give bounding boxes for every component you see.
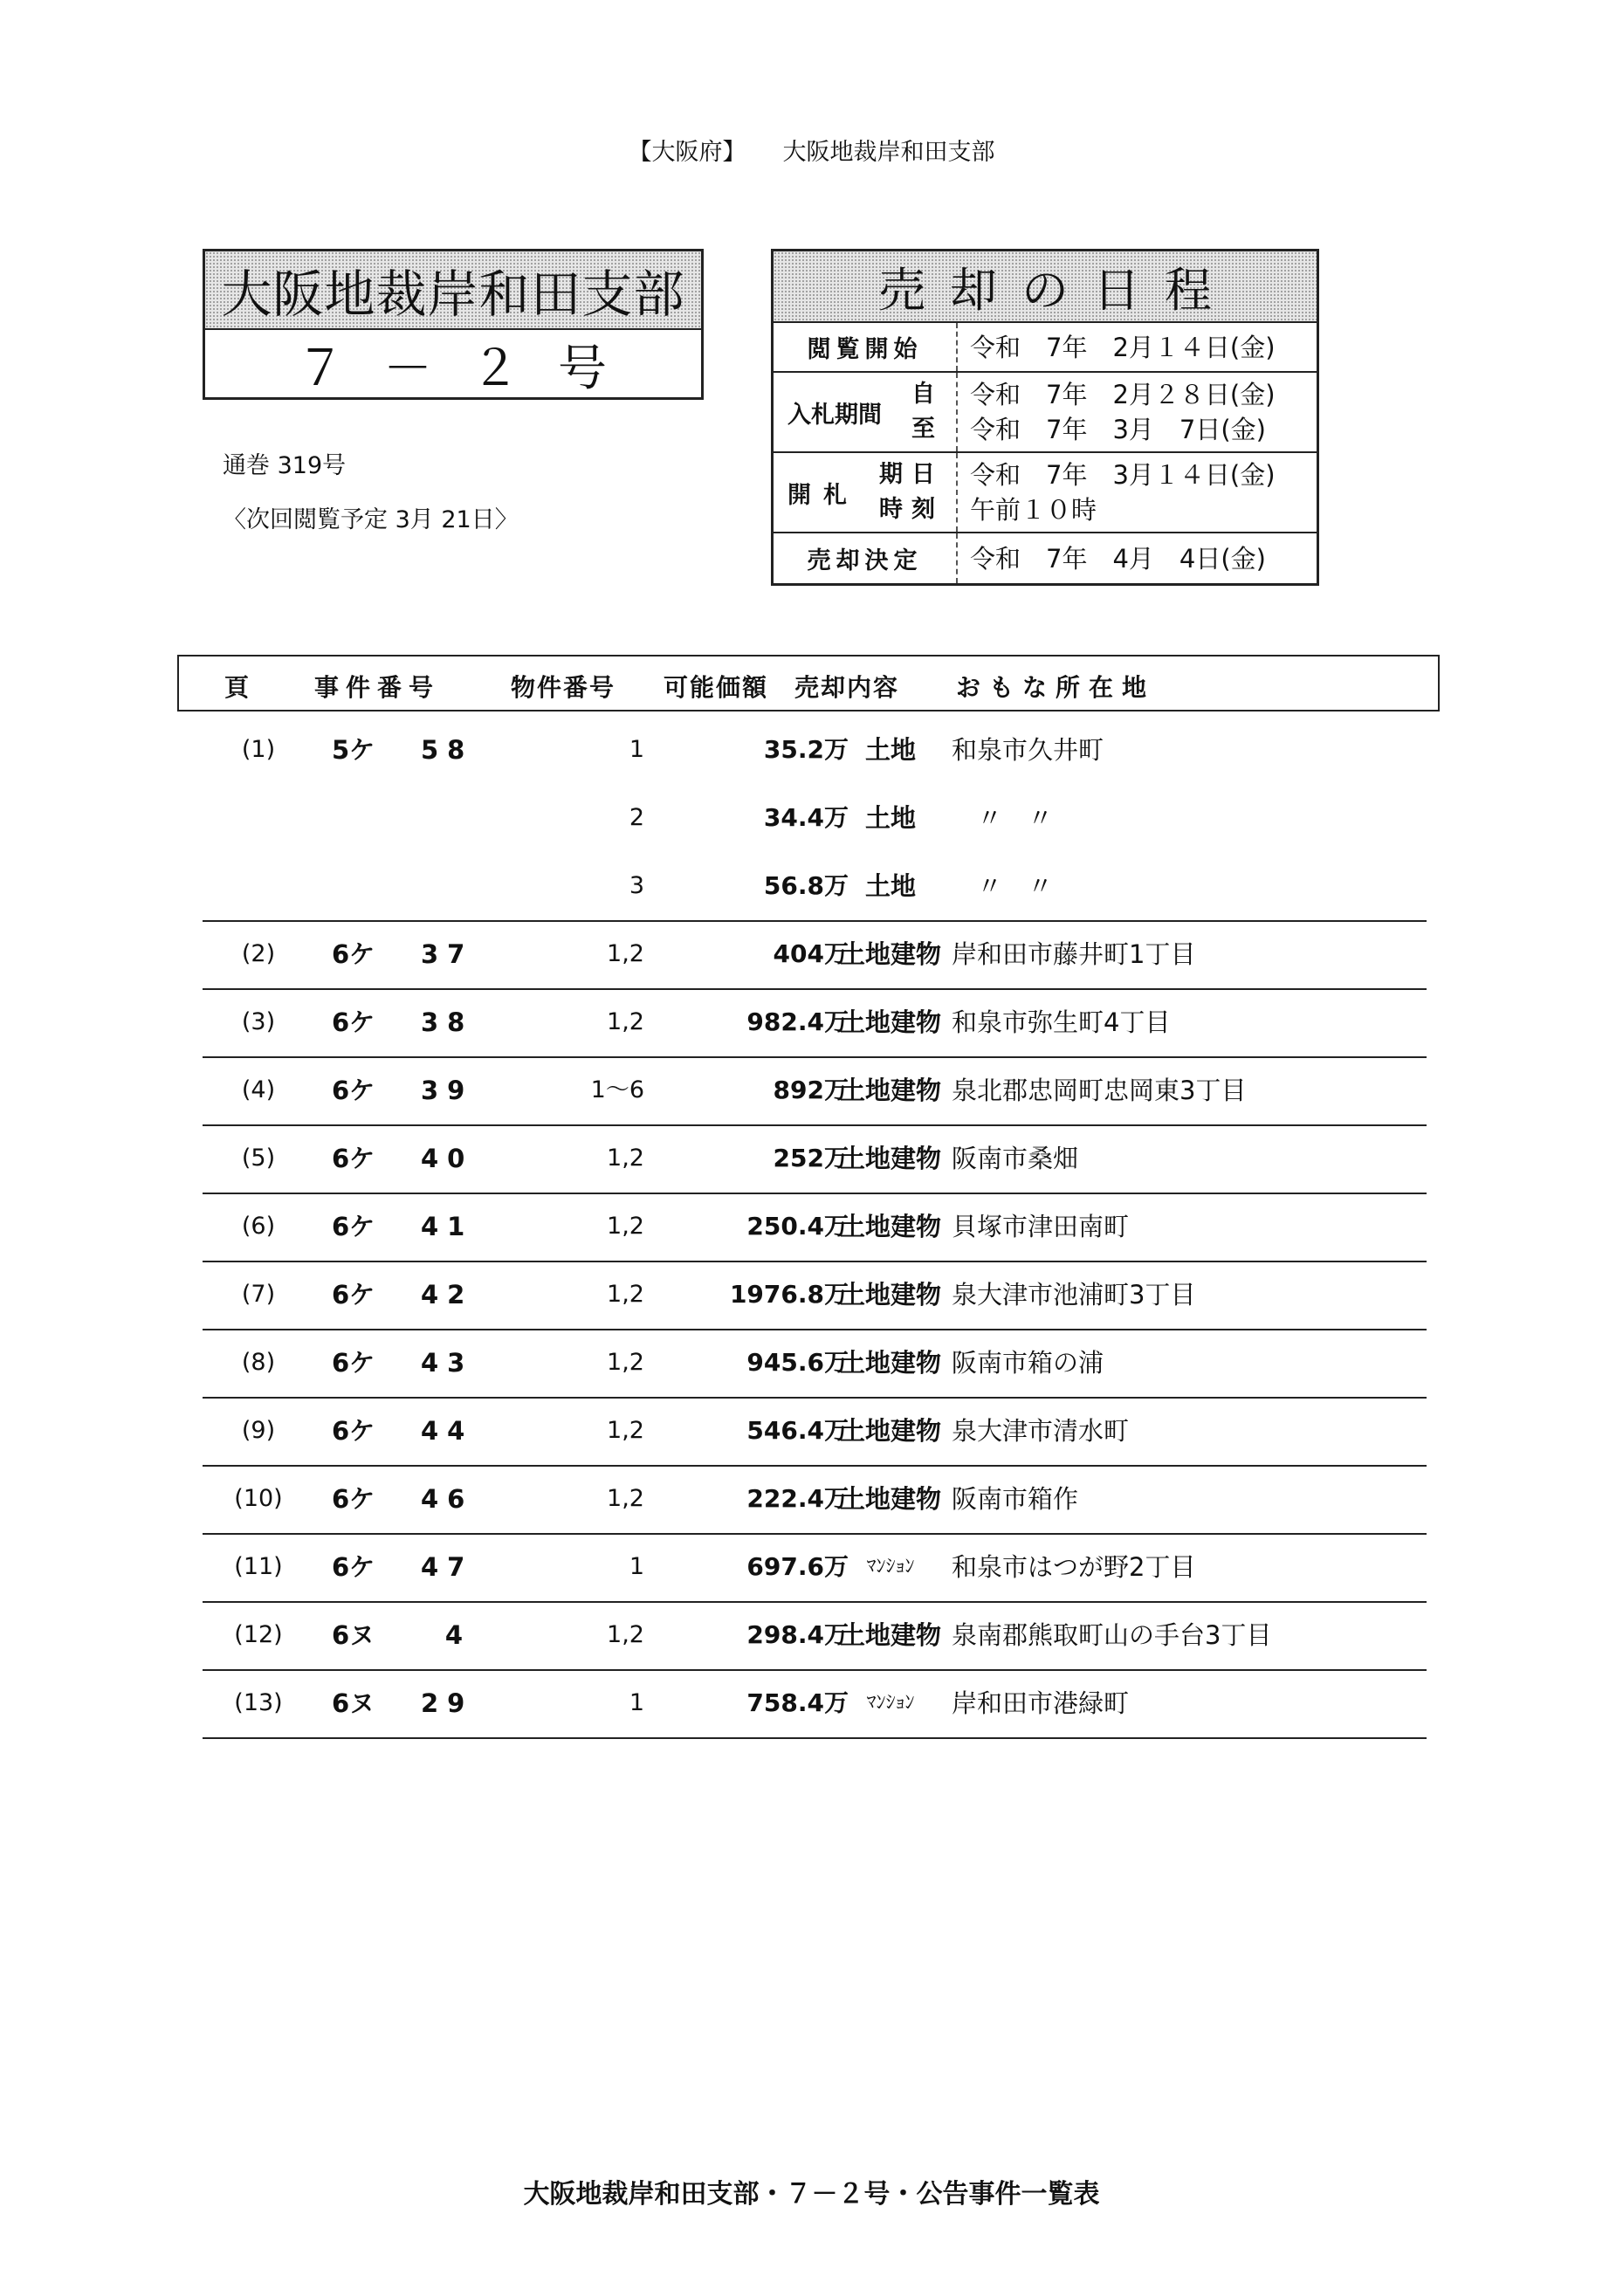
row-sale-content: 土地 xyxy=(864,803,916,833)
row-price: 982.4万 xyxy=(746,1007,849,1036)
row-item-number: 2 xyxy=(629,804,644,831)
schedule-row-decision xyxy=(774,533,1317,583)
table-row xyxy=(203,1261,1427,1330)
row-case-era: 6ヌ xyxy=(332,1688,375,1718)
row-item-number: 1,2 xyxy=(607,940,644,967)
row-item-number: 1,2 xyxy=(607,1145,644,1172)
schedule-row-bidding xyxy=(774,373,1317,453)
header-case-number: 事件番号 xyxy=(314,673,441,702)
row-case-number: 46 xyxy=(421,1484,474,1514)
row-item-number: 1,2 xyxy=(607,1621,644,1648)
row-case-era: 6ケ xyxy=(332,1007,375,1037)
row-sale-content: 土地 xyxy=(864,735,916,765)
row-address: 阪南市箱の浦 xyxy=(952,1348,1104,1378)
issue-title-box xyxy=(203,249,704,400)
row-sale-content: ﾏﾝｼｮﾝ xyxy=(866,1556,915,1578)
row-address: 泉北郡忠岡町忠岡東3丁目 xyxy=(952,1076,1247,1105)
schedule-row-viewing xyxy=(774,323,1317,373)
row-case-era: 6ケ xyxy=(332,939,375,969)
row-case-number xyxy=(421,784,471,852)
row-page xyxy=(232,852,285,920)
row-item-number: 1 xyxy=(629,1553,644,1580)
row-price: 892万 xyxy=(773,1076,849,1104)
opening-date: 令和 7年 3月１４日(金) xyxy=(970,460,1276,490)
row-case-era xyxy=(332,852,384,920)
court-name: 大阪地裁岸和田支部 xyxy=(782,139,995,166)
row-case-number: 43 xyxy=(421,1348,474,1378)
table-row xyxy=(203,988,1427,1058)
row-page xyxy=(232,784,285,852)
row-page: (1) xyxy=(241,736,276,763)
row-address: 和泉市はつが野2丁目 xyxy=(952,1552,1196,1582)
row-address: 貝塚市津田南町 xyxy=(952,1212,1130,1241)
volume-number: 通巻 319号 xyxy=(223,452,347,479)
row-price: 1976.8万 xyxy=(729,1280,849,1309)
row-item-number: 1,2 xyxy=(607,1349,644,1376)
table-row xyxy=(203,920,1427,990)
table-row xyxy=(203,1397,1427,1467)
row-case-era xyxy=(332,784,384,852)
decision-date: 令和 7年 4月 4日(金) xyxy=(970,543,1266,574)
row-price: 758.4万 xyxy=(746,1688,849,1717)
bidding-from-date: 令和 7年 2月２８日(金) xyxy=(970,380,1276,409)
row-case-number: 29 xyxy=(421,1688,474,1718)
row-sale-content: 土地 xyxy=(864,871,916,901)
title-court: 大阪地裁岸和田支部 xyxy=(205,251,701,330)
viewing-label: 閲覧開始 xyxy=(774,323,958,371)
row-sale-content: 土地建物 xyxy=(839,1620,941,1650)
row-price: 56.8万 xyxy=(763,871,849,900)
page-footer: 大阪地裁岸和田支部・７－２号・公告事件一覧表 xyxy=(523,2179,1100,2210)
table-header xyxy=(177,655,1440,711)
row-case-number: 42 xyxy=(421,1280,474,1310)
row-item-number: 1 xyxy=(629,1689,644,1716)
row-page: (10) xyxy=(234,1485,283,1512)
row-sale-content: 土地建物 xyxy=(839,1212,941,1241)
bidding-from-label: 自 xyxy=(911,381,944,408)
row-address: 泉大津市清水町 xyxy=(952,1416,1130,1446)
table-row xyxy=(203,1329,1427,1399)
row-price: 546.4万 xyxy=(746,1416,849,1445)
table-row xyxy=(203,1601,1427,1671)
row-price: 404万 xyxy=(773,939,849,968)
row-sale-content: 土地建物 xyxy=(839,939,941,969)
next-viewing-date: 〈次回閲覧予定 3月 21日〉 xyxy=(223,506,519,533)
title-issue-number: ７－２号 xyxy=(296,340,645,397)
opening-time: 午前１０時 xyxy=(970,495,1097,525)
row-item-number: 1,2 xyxy=(607,1417,644,1444)
row-case-number: 40 xyxy=(421,1144,474,1173)
schedule-title: 売却の日程 xyxy=(774,251,1317,323)
header-price: 可能価額 xyxy=(664,673,769,702)
row-page: (4) xyxy=(241,1076,276,1103)
table-row xyxy=(203,1465,1427,1535)
row-address: 和泉市弥生町4丁目 xyxy=(952,1007,1171,1037)
row-item-number: 1,2 xyxy=(607,1485,644,1512)
row-sale-content: 土地建物 xyxy=(839,1280,941,1310)
row-case-era: 5ケ xyxy=(332,735,375,765)
row-address: 阪南市桑畑 xyxy=(952,1144,1079,1173)
row-price: 35.2万 xyxy=(763,735,849,764)
row-address: 〃 〃 xyxy=(952,871,1054,901)
row-price: 250.4万 xyxy=(746,1212,849,1241)
row-item-number: 1 xyxy=(629,736,644,763)
row-case-era: 6ケ xyxy=(332,1144,375,1173)
row-page: (5) xyxy=(241,1145,276,1172)
schedule-row-opening xyxy=(774,453,1317,533)
row-case-number: 58 xyxy=(421,735,474,765)
row-address: 泉南郡熊取町山の手台3丁目 xyxy=(952,1620,1272,1650)
row-page: (7) xyxy=(241,1281,276,1308)
row-page: (6) xyxy=(241,1213,276,1240)
row-address: 阪南市箱作 xyxy=(952,1484,1079,1514)
row-case-era: 6ケ xyxy=(332,1212,375,1241)
viewing-date: 令和 7年 2月１４日(金) xyxy=(970,332,1276,362)
row-page: (2) xyxy=(241,940,276,967)
opening-time-label: 時刻 xyxy=(879,496,944,523)
row-price: 945.6万 xyxy=(746,1348,849,1377)
row-sale-content: 土地建物 xyxy=(839,1484,941,1514)
row-case-era: 6ケ xyxy=(332,1280,375,1310)
table-row xyxy=(203,716,1427,784)
opening-label: 開札 xyxy=(787,481,859,509)
header-page: 頁 xyxy=(224,673,251,702)
row-item-number: 1～6 xyxy=(590,1076,644,1103)
header-content: 売却内容 xyxy=(794,673,900,702)
row-page: (3) xyxy=(241,1008,276,1035)
prefecture-label: 【大阪府】 xyxy=(628,139,746,166)
row-page: (8) xyxy=(241,1349,276,1376)
table-row xyxy=(203,852,1427,922)
row-address: 岸和田市港緑町 xyxy=(952,1688,1130,1718)
row-sale-content: 土地建物 xyxy=(839,1076,941,1105)
row-item-number: 1,2 xyxy=(607,1008,644,1035)
decision-label: 売却決定 xyxy=(774,533,958,583)
row-case-number: 38 xyxy=(421,1007,474,1037)
row-case-era: 6ヌ xyxy=(332,1620,375,1650)
table-row xyxy=(203,1056,1427,1126)
row-item-number: 3 xyxy=(629,872,644,899)
row-sale-content: 土地建物 xyxy=(839,1007,941,1037)
row-address: 岸和田市藤井町1丁目 xyxy=(952,939,1196,969)
row-case-era: 6ケ xyxy=(332,1484,375,1514)
row-case-number: 4 xyxy=(444,1620,471,1650)
table-row xyxy=(203,784,1427,852)
row-page: (11) xyxy=(234,1553,283,1580)
opening-date-label: 期日 xyxy=(879,461,944,488)
sale-schedule-box xyxy=(771,249,1319,586)
table-row xyxy=(203,1124,1427,1194)
row-case-number: 47 xyxy=(421,1552,474,1582)
row-price: 697.6万 xyxy=(746,1552,849,1581)
row-address: 和泉市久井町 xyxy=(952,735,1104,765)
row-price: 34.4万 xyxy=(763,803,849,832)
row-case-era: 6ケ xyxy=(332,1076,375,1105)
row-price: 222.4万 xyxy=(746,1484,849,1513)
bidding-to-label: 至 xyxy=(911,416,944,443)
row-case-era: 6ケ xyxy=(332,1416,375,1446)
row-sale-content: 土地建物 xyxy=(839,1416,941,1446)
row-item-number: 1,2 xyxy=(607,1281,644,1308)
header-item-number: 物件番号 xyxy=(511,673,616,702)
row-sale-content: 土地建物 xyxy=(839,1144,941,1173)
header-location: おもな所在地 xyxy=(956,673,1156,702)
table-row xyxy=(203,1533,1427,1603)
row-page: (9) xyxy=(241,1417,276,1444)
row-case-era: 6ケ xyxy=(332,1348,375,1378)
row-case-number xyxy=(421,852,471,920)
page-header xyxy=(0,133,1623,167)
row-page: (12) xyxy=(234,1621,283,1648)
row-case-era: 6ケ xyxy=(332,1552,375,1582)
row-sale-content: 土地建物 xyxy=(839,1348,941,1378)
row-case-number: 37 xyxy=(421,939,474,969)
table-row xyxy=(203,1193,1427,1262)
row-sale-content: ﾏﾝｼｮﾝ xyxy=(866,1692,915,1714)
table-row xyxy=(203,1669,1427,1739)
row-page: (13) xyxy=(234,1689,283,1716)
row-case-number: 41 xyxy=(421,1212,474,1241)
bidding-to-date: 令和 7年 3月 7日(金) xyxy=(970,415,1266,444)
row-case-number: 39 xyxy=(421,1076,474,1105)
row-case-number: 44 xyxy=(421,1416,474,1446)
bidding-label: 入札期間 xyxy=(787,401,882,429)
row-item-number: 1,2 xyxy=(607,1213,644,1240)
row-price: 298.4万 xyxy=(746,1620,849,1649)
row-address: 泉大津市池浦町3丁目 xyxy=(952,1280,1196,1310)
row-price: 252万 xyxy=(773,1144,849,1172)
row-address: 〃 〃 xyxy=(952,803,1054,833)
